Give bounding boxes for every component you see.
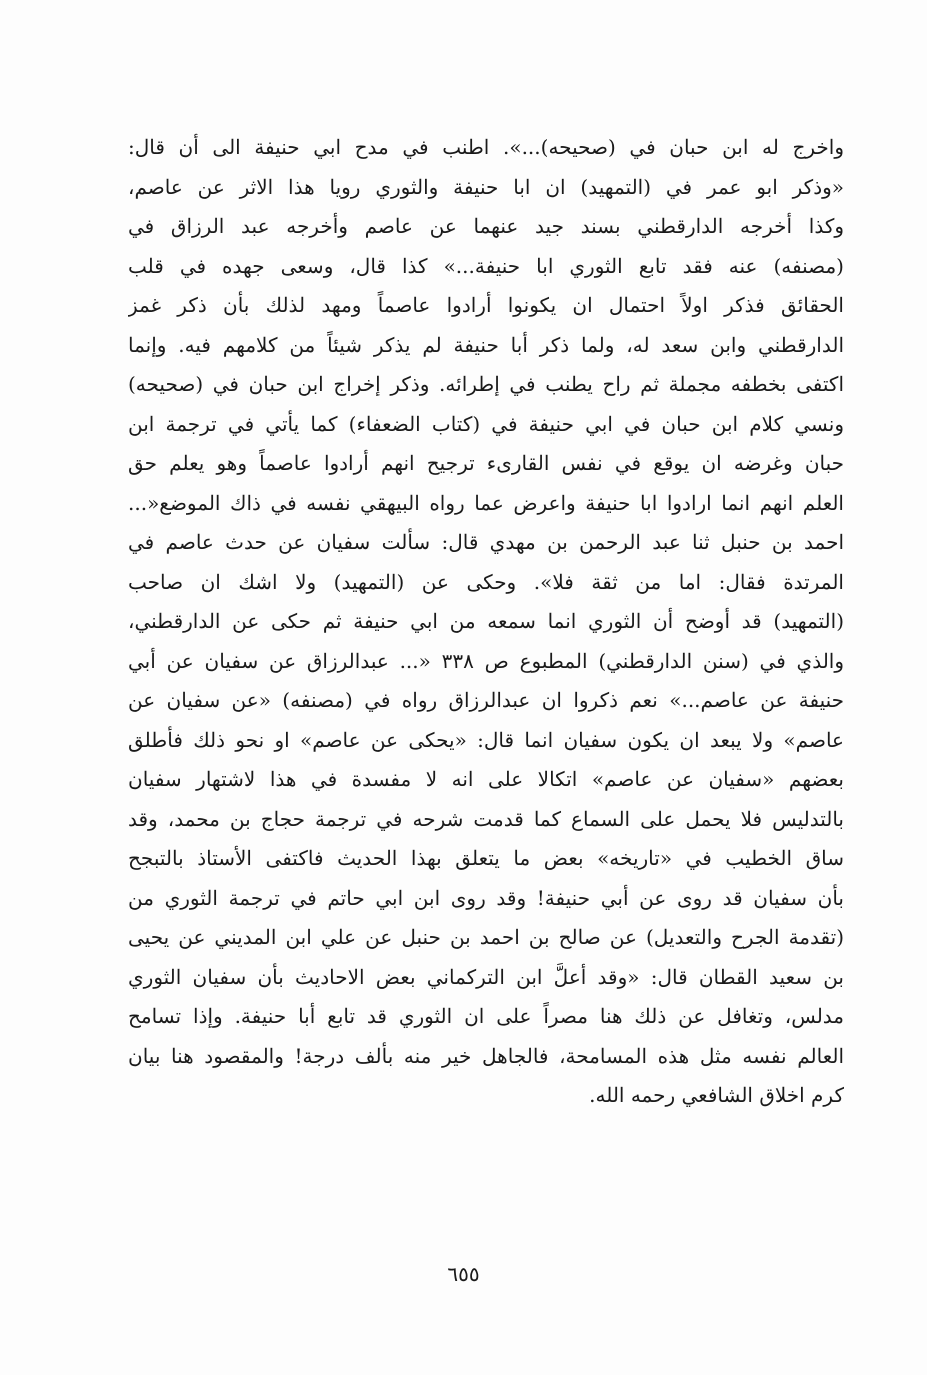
text-line: بالتدليس فلا يحمل على السماع كما قدمت شرحه في ترجمة حجاج بن محمد، وقد: [128, 806, 844, 831]
text-line: عاصم» ولا يبعد ان يكون سفيان انما قال: «يحكى عن عاصم» او نحو ذلك فأطلق: [128, 727, 844, 752]
text-line: بعضهم «سفيان عن عاصم» اتكالا على انه لا مفسدة في هذا لاشتهار سفيان: [128, 767, 844, 791]
text-line: ونسي كلام ابن حبان في ابي حنيفة في (كتاب الضعفاء) كما يأتي في ترجمة ابن: [128, 411, 844, 436]
text-line: العلم انهم انما ارادوا ابا حنيفة واعرض عما رواه البيهقي نفسه في ذاك الموضع«...: [128, 490, 844, 515]
text-line-last: كرم اخلاق الشافعي رحمه الله.: [589, 1083, 844, 1107]
text-line: حنيفة عن عاصم...» نعم ذكروا ان عبدالرزاق رواه في (مصنفه) «عن سفيان عن: [128, 688, 844, 712]
text-line: واخرج له ابن حبان في (صحيحه)...». اطنب في مدح ابي حنيفة الى أن قال:: [128, 135, 844, 159]
text-line: والذي في (سنن الدارقطني) المطبوع ص ٣٣٨ «... عبدالرزاق عن سفيان عن أبي: [128, 648, 844, 673]
page-number: ٦٥٥: [447, 1262, 480, 1286]
text-line: حبان وغرضه ان يوقع في نفس القارىء ترجيح انهم أرادوا عاصماً وهو يعلم حق: [128, 451, 844, 475]
text-line: العالم نفسه مثل هذه المسامحة، فالجاهل خير منه بألف درجة! والمقصود هنا بيان: [128, 1043, 844, 1068]
text-line: «وذكر ابو عمر في (التمهيد) ان ابا حنيفة والثوري رويا هذا الاثر عن عاصم،: [128, 174, 844, 199]
text-line: بن سعيد القطان قال: «وقد أعلَّ ابن التركماني بعض الاحاديث بأن سفيان الثوري: [128, 964, 844, 989]
text-line: ساق الخطيب في «تاريخه» بعض ما يتعلق بهذا الحديث فاكتفى الأستاذ بالتبجح: [128, 846, 844, 870]
text-line: (تقدمة الجرح والتعديل) عن صالح بن احمد بن حنبل عن علي ابن المديني عن يحيى: [128, 925, 844, 949]
text-line: (مصنفه) عنه فقد تابع الثوري ابا حنيفة...» كذا قال، وسعى جهده في قلب: [128, 253, 844, 278]
text-line: المرتدة فقال: اما من ثقة فلا». وحكى عن (التمهيد) ولا اشك ان صاحب: [128, 569, 844, 594]
text-line: بأن سفيان قد روى عن أبي حنيفة! وقد روى ابن ابي حاتم في ترجمة الثوري من: [128, 885, 844, 910]
text-line: احمد بن حنبل ثنا عبد الرحمن بن مهدي قال: سألت سفيان عن حدث عاصم في: [128, 530, 844, 554]
text-line: الدارقطني وابن سعد له، ولما ذكر أبا حنيفة لم يذكر شيئاً من كلامهم فيه. وإنما: [128, 332, 844, 357]
text-line: اكتفى بخطفه مجملة ثم راح يطنب في إطرائه. وذكر إخراج ابن حبان في (صحيحه): [128, 372, 844, 396]
text-line: (التمهيد) قد أوضح أن الثوري انما سمعه من ابي حنيفة ثم حكى عن الدارقطني،: [128, 609, 844, 633]
text-line: وكذا أخرجه الدارقطني بسند جيد عنهما عن عاصم وأخرجه عبد الرزاق في: [128, 214, 844, 238]
body-text: [128, 128, 844, 1116]
text-line: مدلس، وتغافل عن ذلك هنا مصراً على ان الثوري قد تابع أبا حنيفة. وإذا تسامح: [128, 1004, 844, 1028]
text-line: الحقائق فذكر اولاً احتمال ان يكونوا أرادوا عاصماً ومهد لذلك بأن ذكر غمز: [128, 293, 844, 317]
